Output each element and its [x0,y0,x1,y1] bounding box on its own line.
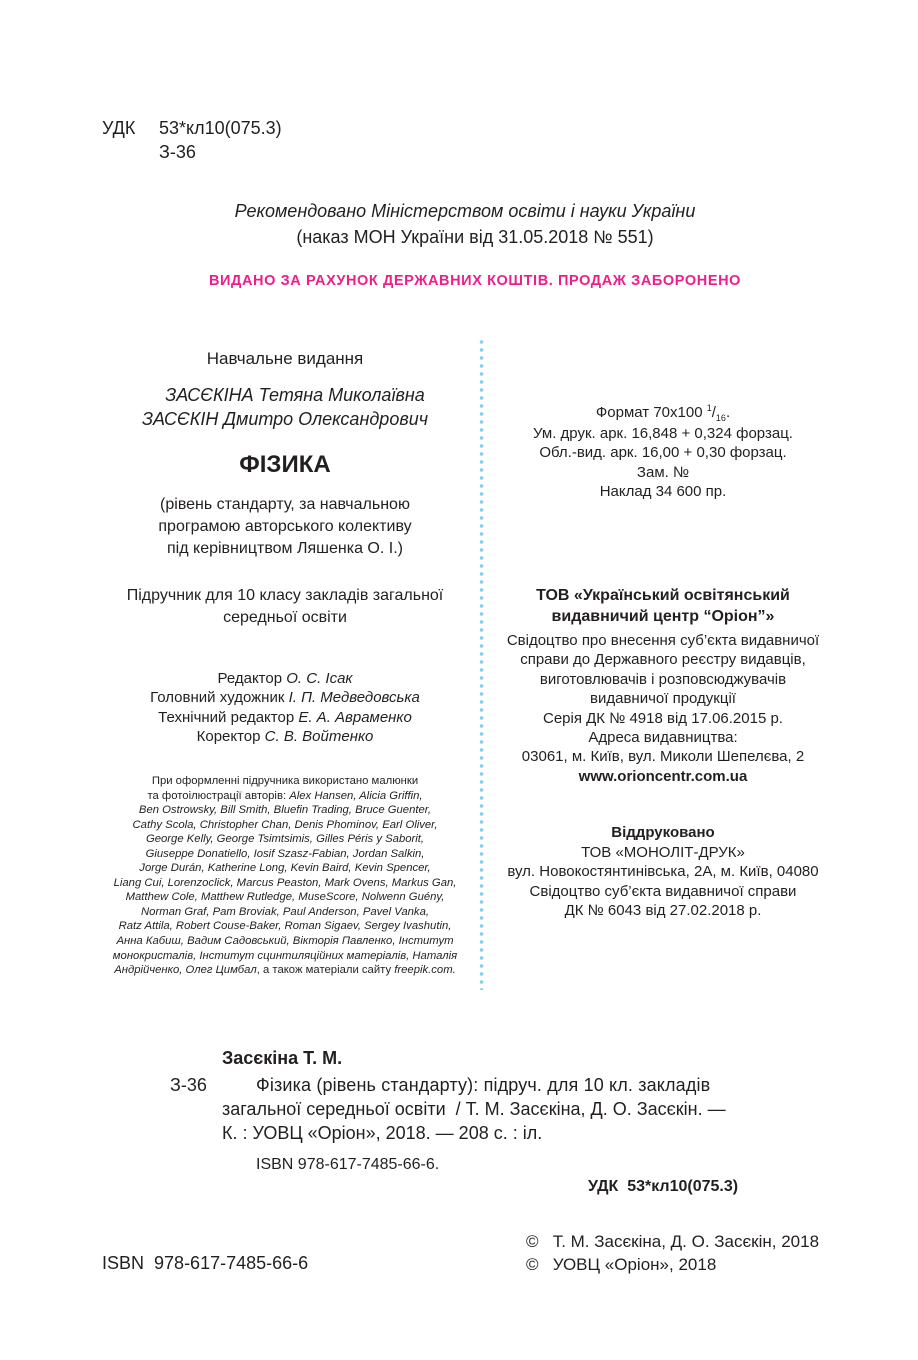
publisher-name: ТОВ «Український освітянський видавничий центр “Оріон”» [536,587,790,625]
copyright-publisher: © УОВЦ «Оріон», 2018 [526,1255,717,1274]
udk-label: УДК [102,118,136,138]
catalog-line2: загальної середньої освіти / Т. М. Засєкіна, Д. О. Засєкін. — [222,1099,726,1119]
author-1: ЗАСЄКІНА Тетяна Миколаївна [165,385,425,405]
copyright-icon: © [526,1255,539,1274]
author-2: ЗАСЄКІН Дмитро Олександрович [141,409,429,429]
catalog-line3: К. : УОВЦ «Оріон», 2018. — 208 с. : іл. [222,1123,543,1143]
staff-proofreader: Коректор С. В. Войтенко [196,727,374,745]
illustration-credits: При оформленні підручника використано малюнки та фотоілюстрації авторів: Alex Hansen, Alicia Griffin, Ben Ostrowsky, Bill Smith, Bluefin Trading, Bruce Guenter, Cathy Scola, Christopher Chan, Denis Phominov, Earl Oliver, George Kelly, George Tsimtsimis, Gilles Péris y Saborit, Giuseppe Donatiello, Iosif Szasz-Fabian, Jordan Salkin, Jorge Durán, Katherine Long, Kevin Baird, Kevin Spencer, Liang Cui, Lorenzoclick, Marcus Peaston, Mark Ovens, Markus Gan, Matthew Cole, Matthew Rutledge, MuseScore, Nolwenn Guény, Norman Graf, Pam Broviak, Paul Anderson, Pavel Vanka, Ratz Attila, Robert Couse-Baker, Roman Sigaev, Sergey Ivashutin, Анна Кабиш, Вадим Садовський, Вікторія Павленко, Інститут монокристалів, Інститут сцинтиляційних матеріалів, Наталія Андрійченко, Олег Цимбал, а також матеріали сайту freepik.com. [112,775,458,977]
author-mark: З-36 [159,142,196,162]
staff-editor: Редактор О. С. Ісак [217,670,353,687]
book-subtitle: (рівень стандарту, за навчальною програмою авторського колективу під керівництвом Ляшенка О. І.) [158,496,412,557]
printed-heading: Віддруковано [611,824,715,841]
catalog-line1: Фізика (рівень стандарту): підруч. для 10 кл. закладів [256,1075,711,1095]
copyright-icon: © [526,1232,539,1251]
udk-code: 53*кл10(075.3) [159,118,282,138]
staff-chief-artist: Головний художник І. П. Медведовська [150,689,420,707]
publisher-info: Свідоцтво про внесення суб’єкта видавничої справи до Державного реєстру видавців, виготовлювачів і розповсюджувачів видавничої продукції Серія ДК № 4918 від 17.06.2015 р. Адреса видавництва: 03061, м. Київ, вул. Миколи Шепелєва, 2 www.orioncentr.com.ua [488,631,838,786]
printer-info: ТОВ «МОНОЛІТ-ДРУК» вул. Новокостянтинівська, 2А, м. Київ, 04080 Свідоцтво суб’єкта видавничої справи ДК № 6043 від 27.02.2018 р. [507,844,819,919]
catalog-isbn: ISBN 978-617-7485-66-6. [256,1156,440,1173]
copyright-authors: © Т. М. Засєкіна, Д. О. Засєкін, 2018 [526,1232,820,1251]
catalog-mark: З-36 [170,1075,207,1095]
recommendation-line1: Рекомендовано Міністерством освіти і науки України [234,201,696,221]
edition-type: Навчальне видання [206,349,364,368]
column-divider [479,338,484,990]
staff-technical-editor: Технічний редактор Е. А. Авраменко [158,708,412,726]
copyright-block [526,1230,819,1276]
catalog-author: Засєкіна Т. М. [222,1048,343,1068]
footer-isbn: ISBN 978-617-7485-66-6 [102,1253,309,1273]
editorial-staff [95,669,475,746]
publisher-website: www.orioncentr.com.ua [578,767,748,785]
catalog-udk: УДК 53*кл10(075.3) [588,1178,739,1195]
format-line: Формат 70х100 $^1/_{16}$. [595,403,731,423]
state-funding-notice: ВИДАНО ЗА РАХУНОК ДЕРЖАВНИХ КОШТІВ. ПРОДАЖ ЗАБОРОНЕНО [208,273,742,289]
print-specs: Формат 70х100 $^1/_{16}$. Ум. друк. арк. 16,848 + 0,324 форзац. Обл.-вид. арк. 16,00 + 0,30 форзац. Зам. № Наклад 34 600 пр. [488,403,838,501]
recommendation-line2: (наказ МОН України від 31.05.2018 № 551) [296,227,654,247]
book-purpose: Підручник для 10 класу закладів загальної середньої освіти [126,587,444,626]
book-title: ФІЗИКА [239,451,331,478]
